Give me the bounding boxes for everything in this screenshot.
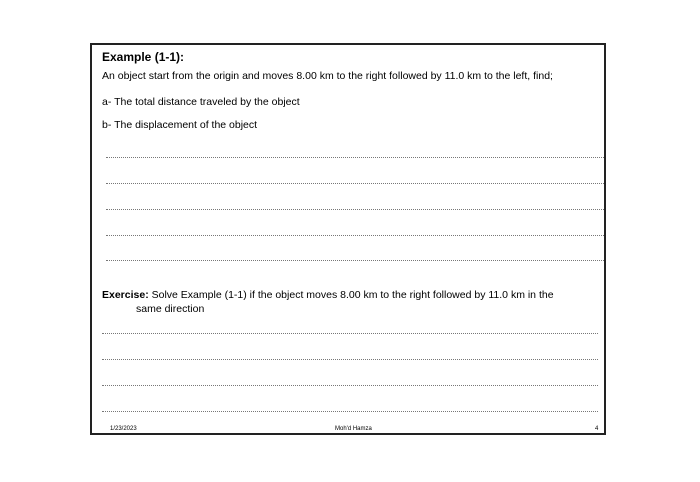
answer-line xyxy=(106,260,604,261)
exercise-text: Solve Example (1-1) if the object moves 8.00 km to the right followed by 11.0 km in the xyxy=(148,289,554,301)
exercise-text-continued: same direction xyxy=(136,303,205,315)
answer-line xyxy=(102,359,598,360)
example-statement: An object start from the origin and moves 8.00 km to the right followed by 11.0 km to the left, find; xyxy=(102,70,553,82)
footer-page-number: 4 xyxy=(595,426,599,432)
answer-line xyxy=(106,209,604,210)
exercise-label: Exercise: xyxy=(102,289,149,301)
answer-line xyxy=(102,411,598,412)
answer-line xyxy=(106,157,604,158)
footer-date: 1/23/2023 xyxy=(110,426,137,432)
answer-line xyxy=(106,183,604,184)
slide xyxy=(90,43,606,435)
footer-author: Moh'd Hamza xyxy=(335,426,372,432)
answer-line xyxy=(102,333,598,334)
exercise-block xyxy=(102,288,602,316)
part-a: a- The total distance traveled by the object xyxy=(102,96,300,108)
answer-line xyxy=(102,385,598,386)
example-title: Example (1-1): xyxy=(102,50,185,64)
part-b: b- The displacement of the object xyxy=(102,119,258,131)
answer-line xyxy=(106,235,604,236)
